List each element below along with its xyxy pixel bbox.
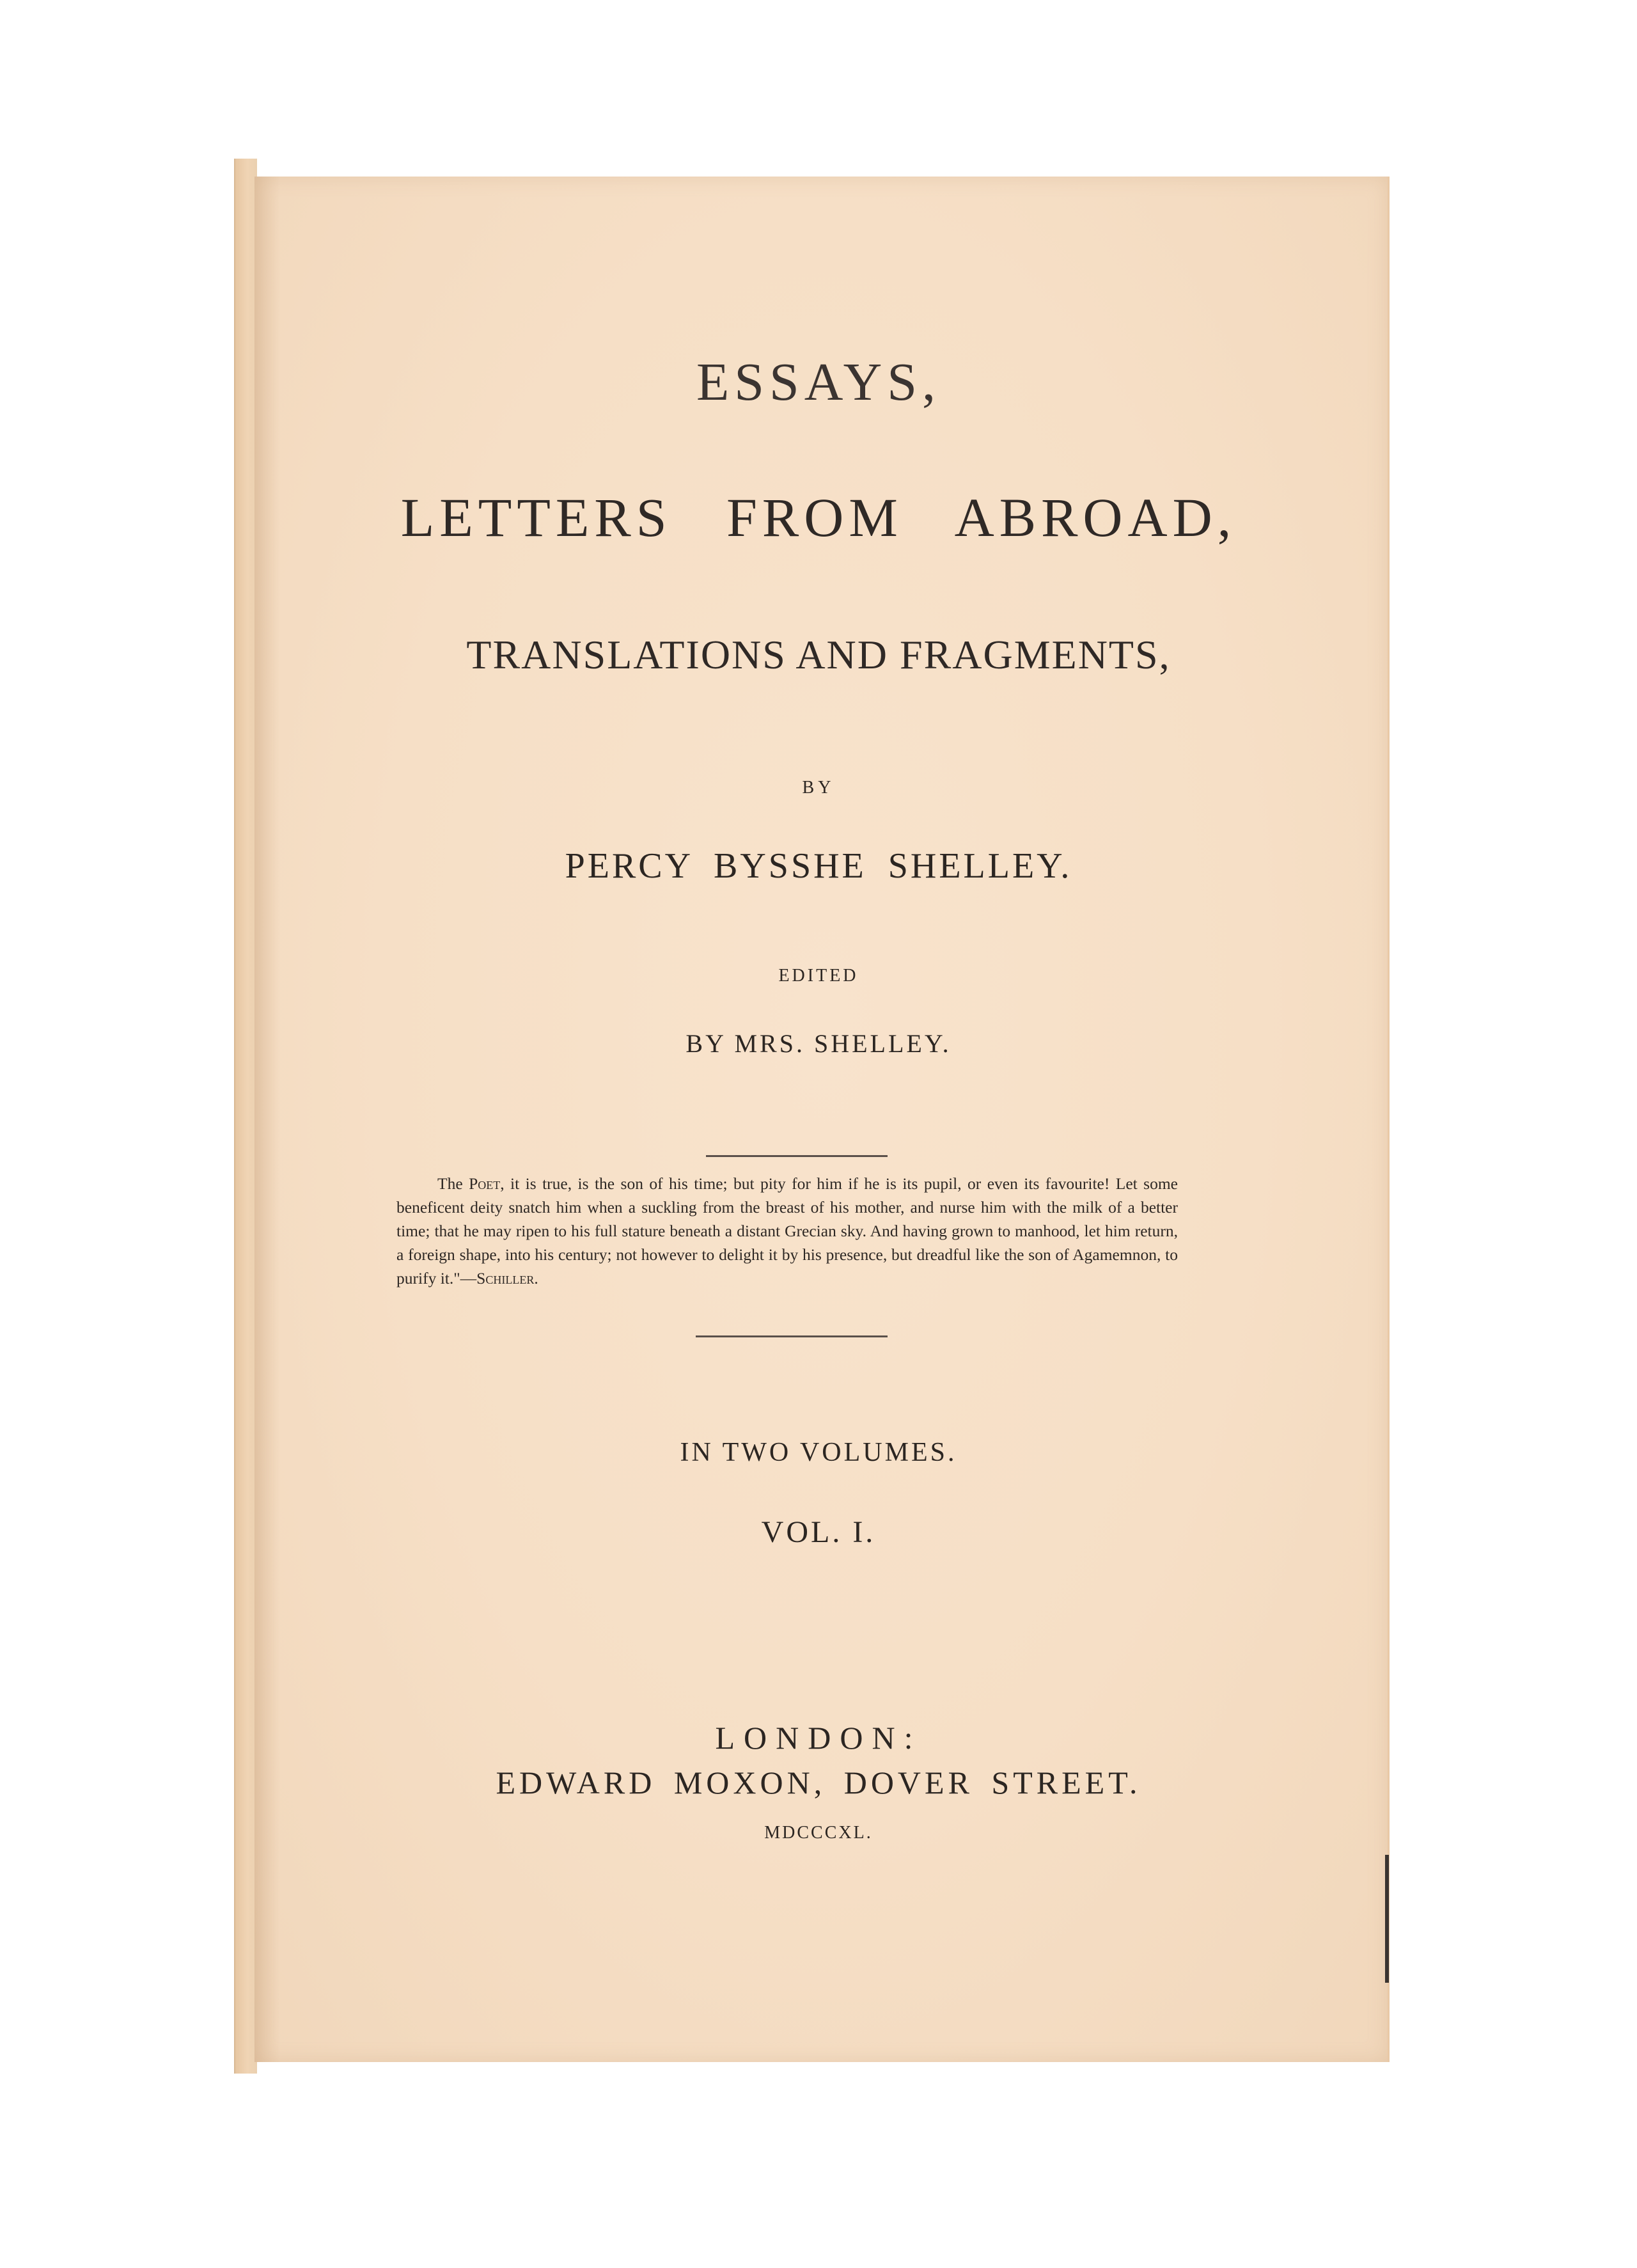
title-line-translations: TRANSLATIONS AND FRAGMENTS, bbox=[466, 632, 1171, 677]
volume-number: VOL. I. bbox=[761, 1515, 876, 1549]
epigraph-rule-top bbox=[706, 1155, 888, 1157]
volumes-note: IN TWO VOLUMES. bbox=[680, 1438, 957, 1467]
editor-name: BY MRS. SHELLEY. bbox=[685, 1029, 952, 1058]
author-name: PERCY BYSSHE SHELLEY. bbox=[565, 846, 1072, 886]
title-line-letters: LETTERS FROM ABROAD, bbox=[400, 487, 1237, 548]
by-label: BY bbox=[802, 778, 835, 798]
edited-label: EDITED bbox=[778, 966, 859, 986]
imprint-city: LONDON: bbox=[715, 1720, 922, 1756]
epigraph-open: The bbox=[437, 1174, 469, 1193]
imprint-year: MDCCCXL. bbox=[764, 1823, 873, 1843]
binding-edge bbox=[1385, 1855, 1389, 1983]
title-line-essays: ESSAYS, bbox=[696, 352, 941, 412]
epigraph-poet: Poet bbox=[469, 1174, 501, 1193]
epigraph bbox=[396, 1172, 1178, 1290]
epigraph-attribution: Schiller. bbox=[476, 1269, 538, 1288]
imprint-publisher: EDWARD MOXON, DOVER STREET. bbox=[496, 1765, 1141, 1800]
epigraph-body: , it is true, is the son of his time; but pity for him if he is its pupil, or even its favourite! Let some beneficent deity snatch him when a suckling from the breast of his mother, and nurse him with the milk of a better time; that he may ripen to his full stature beneath a distant Grecian sky. And having grown to manhood, let him return, a foreign shape, into his century; not however to delight it by his presence, but dreadful like the son of Agamemnon, to purify it."— bbox=[396, 1174, 1178, 1288]
epigraph-rule-bottom bbox=[696, 1335, 888, 1337]
